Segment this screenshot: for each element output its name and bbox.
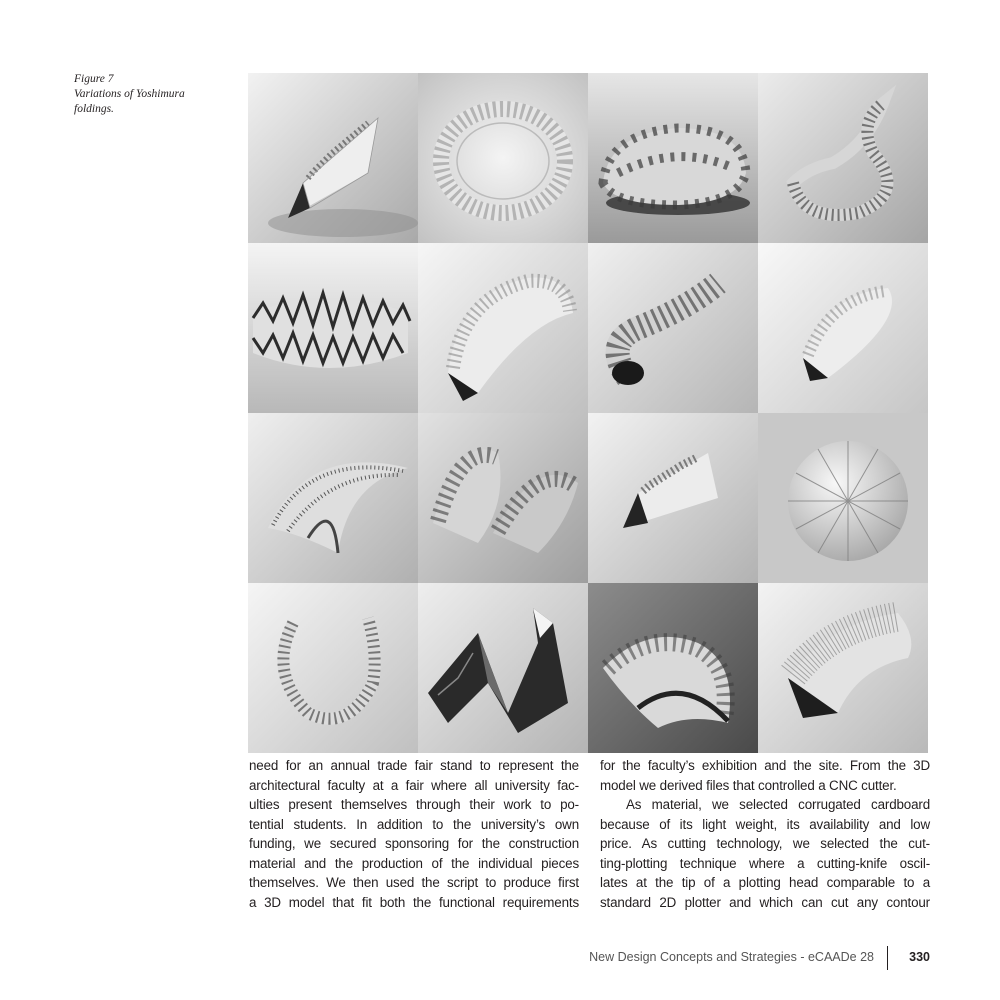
figure-caption [74,72,224,117]
yoshimura-knotted-vault-image [588,583,758,753]
text-line: As material, we selected corrugated cardboard [626,797,930,812]
text-line: because of its light weight, its availability and low [600,816,930,832]
text-line: material and the production of the individual pieces [249,855,579,871]
figure-tile-14 [418,583,588,753]
body-text-right-column [600,756,930,912]
yoshimura-slim-arch-image [758,243,928,413]
figure-image-grid [248,73,928,753]
figure-tile-6 [418,243,588,413]
yoshimura-sphere-image [758,413,928,583]
text-line: price. As cutting technology, we selected the cut- [600,836,930,851]
page-footer [560,946,930,970]
figure-tile-8 [758,243,928,413]
yoshimura-wide-vault-image [758,583,928,753]
text-line: funding, we secured sponsoring for the construction [249,836,579,851]
text-line: for the faculty’s exhibition and the site. From the 3D [600,758,930,773]
text-line: lates at the tip of a plotting head comparable to a [600,875,930,890]
yoshimura-spiky-caterpillar-image [248,243,418,413]
text-line: standard 2D plotter and which can cut any contour [600,894,930,910]
page-number: 330 [909,950,930,964]
body-text-left-column [249,756,579,912]
figure-tile-9 [248,413,418,583]
text-line: ulties present themselves through their work to po- [249,797,579,812]
text-line: need for an annual trade fair stand to represent the [249,758,579,773]
figure-caption-label: Figure 7 [74,73,114,85]
yoshimura-dark-wave-image [418,583,588,753]
figure-caption-line: foldings. [74,103,114,115]
figure-tile-11 [588,413,758,583]
footer-title: New Design Concepts and Strategies - eCAADe 28 [589,950,874,964]
figure-tile-10 [418,413,588,583]
text-line: tential students. In addition to the university’s own [249,816,579,832]
text-line: architectural faculty at a fair where all university fac- [249,777,579,793]
footer-divider [887,946,889,970]
figure-tile-15 [588,583,758,753]
yoshimura-coiled-tube-image [588,243,758,413]
text-line: themselves. We then used the script to produce first [249,875,579,890]
figure-tile-2 [418,73,588,243]
figure-tile-7 [588,243,758,413]
yoshimura-short-vault-image [588,413,758,583]
figure-tile-1 [248,73,418,243]
figure-tile-3 [588,73,758,243]
yoshimura-twisted-loop-image [758,73,928,243]
figure-tile-5 [248,243,418,413]
yoshimura-twisted-sheet-image [248,413,418,583]
yoshimura-open-loop-image [248,583,418,753]
text-line: a 3D model that fit both the functional requirements [249,894,579,910]
figure-tile-4 [758,73,928,243]
yoshimura-ring-image [418,73,588,243]
yoshimura-bumpy-loaf-image [588,73,758,243]
yoshimura-double-arch-image [418,413,588,583]
figure-caption-line: Variations of Yoshimura [74,88,185,100]
figure-tile-13 [248,583,418,753]
figure-tile-12 [758,413,928,583]
yoshimura-tunnel-image [248,73,418,243]
yoshimura-curved-vault-image [418,243,588,413]
text-line: ting-plotting technique where a cutting-knife oscil- [600,855,930,871]
text-line: model we derived files that controlled a CNC cutter. [600,777,897,793]
figure-tile-16 [758,583,928,753]
